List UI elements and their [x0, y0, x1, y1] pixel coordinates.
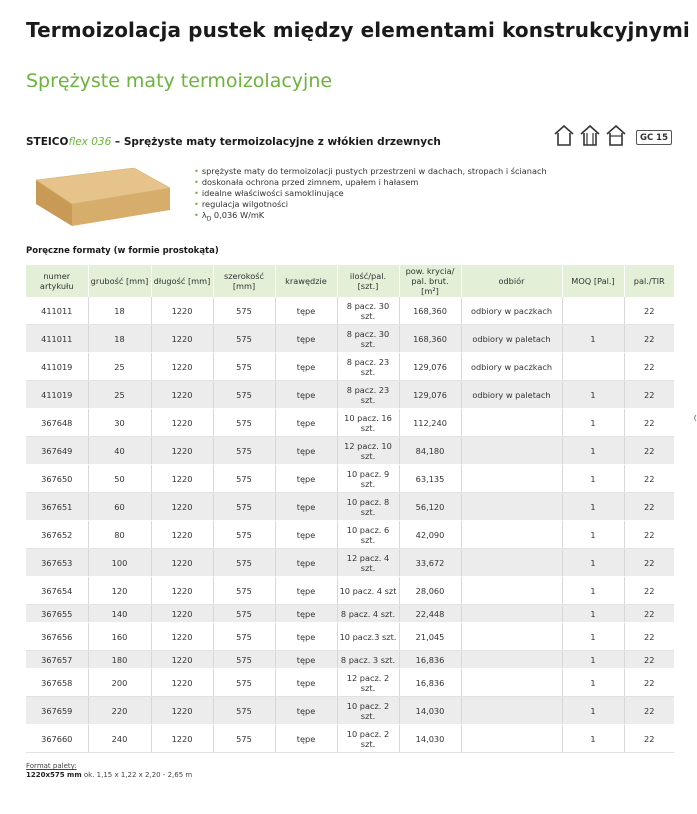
cell-moq: 1	[562, 493, 624, 521]
table-row	[26, 623, 674, 651]
page-edge-mark	[692, 414, 697, 422]
cell-length: 1220	[151, 437, 213, 465]
cell-length: 1220	[151, 725, 213, 753]
cell-thickness: 240	[88, 725, 151, 753]
cell-area: 42,090	[399, 521, 461, 549]
cell-tir: 22	[624, 297, 674, 325]
cell-article: 367648	[26, 409, 88, 437]
cell-qty: 8 pacz. 23 szt.	[337, 381, 399, 409]
cell-width: 575	[213, 297, 275, 325]
cell-width: 575	[213, 605, 275, 623]
cell-thickness: 50	[88, 465, 151, 493]
cell-article: 367656	[26, 623, 88, 651]
cell-thickness: 100	[88, 549, 151, 577]
cell-area: 21,045	[399, 623, 461, 651]
cell-moq: 1	[562, 669, 624, 697]
col-header-article: numer artykułu	[26, 265, 88, 297]
table-row	[26, 605, 674, 623]
col-header-width: szerokość [mm]	[213, 265, 275, 297]
cell-pickup: odbiory w paletach	[461, 325, 562, 353]
application-icons	[554, 124, 626, 146]
cell-width: 575	[213, 577, 275, 605]
cell-pickup	[461, 651, 562, 669]
cell-tir: 22	[624, 623, 674, 651]
col-header-pickup: odbiór	[461, 265, 562, 297]
cell-article: 411019	[26, 353, 88, 381]
cell-thickness: 140	[88, 605, 151, 623]
cell-moq: 1	[562, 577, 624, 605]
cell-moq: 1	[562, 437, 624, 465]
cell-edges: tępe	[275, 381, 337, 409]
cell-edges: tępe	[275, 623, 337, 651]
cell-moq: 1	[562, 725, 624, 753]
cell-qty: 10 pacz. 2 szt.	[337, 725, 399, 753]
cell-edges: tępe	[275, 651, 337, 669]
cell-pickup	[461, 465, 562, 493]
cell-area: 168,360	[399, 297, 461, 325]
cell-length: 1220	[151, 409, 213, 437]
cell-width: 575	[213, 437, 275, 465]
table-body	[26, 297, 674, 753]
cell-width: 575	[213, 669, 275, 697]
feature-item: • sprężyste maty do termoizolacji pustych przestrzeni w dachach, stropach i ścianach	[194, 166, 547, 177]
cell-tir: 22	[624, 381, 674, 409]
cell-moq	[562, 353, 624, 381]
cell-article: 411011	[26, 297, 88, 325]
insulation-mat-image	[30, 160, 174, 232]
cell-qty: 8 pacz. 30 szt.	[337, 325, 399, 353]
cell-width: 575	[213, 623, 275, 651]
cell-pickup	[461, 409, 562, 437]
cell-thickness: 180	[88, 651, 151, 669]
cell-length: 1220	[151, 577, 213, 605]
table-row	[26, 381, 674, 409]
cell-moq: 1	[562, 381, 624, 409]
cell-qty: 8 pacz. 3 szt.	[337, 651, 399, 669]
cell-thickness: 18	[88, 297, 151, 325]
footnote-size: 1220x575 mm	[26, 771, 82, 779]
cell-edges: tępe	[275, 549, 337, 577]
cell-length: 1220	[151, 669, 213, 697]
cell-qty: 10 pacz. 16 szt.	[337, 409, 399, 437]
cell-length: 1220	[151, 521, 213, 549]
table-row	[26, 577, 674, 605]
cell-thickness: 25	[88, 381, 151, 409]
cell-tir: 22	[624, 549, 674, 577]
product-brand: STEICO	[26, 136, 69, 148]
cell-moq	[562, 297, 624, 325]
cell-area: 33,672	[399, 549, 461, 577]
feature-item: • doskonała ochrona przed zimnem, upałem i hałasem	[194, 177, 547, 188]
table-row	[26, 725, 674, 753]
cell-article: 367657	[26, 651, 88, 669]
cell-edges: tępe	[275, 725, 337, 753]
cell-article: 367649	[26, 437, 88, 465]
formats-table	[26, 265, 674, 753]
section-label: Poręczne formaty (w formie prostokąta)	[26, 246, 219, 256]
feature-item: • regulacja wilgotności	[194, 199, 547, 210]
cell-pickup	[461, 577, 562, 605]
cell-width: 575	[213, 697, 275, 725]
cell-qty: 10 pacz. 4 szt	[337, 577, 399, 605]
feature-item: • idealne właściwości samoklinujące	[194, 188, 547, 199]
table-row	[26, 651, 674, 669]
cell-edges: tępe	[275, 577, 337, 605]
cell-thickness: 18	[88, 325, 151, 353]
cell-area: 84,180	[399, 437, 461, 465]
table-header-row	[26, 265, 674, 297]
footnote-line	[26, 771, 192, 780]
cell-area: 14,030	[399, 725, 461, 753]
wall-house-icon	[580, 124, 600, 146]
cell-article: 367655	[26, 605, 88, 623]
cell-length: 1220	[151, 623, 213, 651]
cell-tir: 22	[624, 409, 674, 437]
cell-area: 63,135	[399, 465, 461, 493]
cell-edges: tępe	[275, 605, 337, 623]
cell-thickness: 160	[88, 623, 151, 651]
col-header-qty: ilość/pal. [szt.]	[337, 265, 399, 297]
table-row	[26, 669, 674, 697]
cell-article: 411011	[26, 325, 88, 353]
cell-tir: 22	[624, 493, 674, 521]
cell-edges: tępe	[275, 353, 337, 381]
cell-area: 22,448	[399, 605, 461, 623]
cell-qty: 12 pacz. 4 szt.	[337, 549, 399, 577]
product-title	[26, 136, 441, 148]
cell-thickness: 80	[88, 521, 151, 549]
cell-pickup	[461, 521, 562, 549]
cell-qty: 10 pacz. 6 szt.	[337, 521, 399, 549]
cell-edges: tępe	[275, 521, 337, 549]
page-subheading: Sprężyste maty termoizolacyjne	[26, 70, 333, 92]
cell-thickness: 60	[88, 493, 151, 521]
cell-pickup: odbiory w paletach	[461, 381, 562, 409]
cell-moq: 1	[562, 549, 624, 577]
cell-area: 28,060	[399, 577, 461, 605]
cell-moq: 1	[562, 465, 624, 493]
footnote-detail: ok. 1,15 x 1,22 x 2,20 - 2,65 m	[81, 771, 193, 779]
cell-tir: 22	[624, 465, 674, 493]
col-header-length: długość [mm]	[151, 265, 213, 297]
product-title-rest: – Sprężyste maty termoizolacyjne z włókien drzewnych	[111, 136, 441, 148]
col-header-area: pow. krycia/ pal. brut. [m²]	[399, 265, 461, 297]
table-row	[26, 493, 674, 521]
cell-pickup	[461, 493, 562, 521]
cell-tir: 22	[624, 669, 674, 697]
cell-area: 16,836	[399, 669, 461, 697]
cell-pickup	[461, 669, 562, 697]
cell-tir: 22	[624, 605, 674, 623]
cell-pickup	[461, 623, 562, 651]
cell-tir: 22	[624, 725, 674, 753]
cell-area: 16,836	[399, 651, 461, 669]
cell-area: 129,076	[399, 353, 461, 381]
cell-moq: 1	[562, 521, 624, 549]
cell-edges: tępe	[275, 493, 337, 521]
cell-qty: 10 pacz. 2 szt.	[337, 697, 399, 725]
cell-width: 575	[213, 725, 275, 753]
cell-pickup	[461, 725, 562, 753]
table-row	[26, 521, 674, 549]
cell-article: 411019	[26, 381, 88, 409]
product-features	[194, 166, 547, 225]
cell-qty: 8 pacz. 4 szt.	[337, 605, 399, 623]
cell-area: 168,360	[399, 325, 461, 353]
cell-tir: 22	[624, 437, 674, 465]
cell-length: 1220	[151, 297, 213, 325]
cell-moq: 1	[562, 409, 624, 437]
col-header-edges: krawędzie	[275, 265, 337, 297]
gc-badge: GC 15	[636, 130, 672, 145]
cell-pickup: odbiory w paczkach	[461, 297, 562, 325]
cell-pickup	[461, 549, 562, 577]
lambda-symbol: λ	[201, 210, 207, 220]
table-row	[26, 437, 674, 465]
cell-edges: tępe	[275, 437, 337, 465]
cell-width: 575	[213, 493, 275, 521]
cell-thickness: 40	[88, 437, 151, 465]
cell-article: 367651	[26, 493, 88, 521]
cell-width: 575	[213, 353, 275, 381]
page-heading: Termoizolacja pustek między elementami konstrukcyjnymi	[26, 18, 690, 42]
cell-article: 367658	[26, 669, 88, 697]
lambda-value: 0,036 W/mK	[211, 210, 265, 220]
cell-article: 367654	[26, 577, 88, 605]
cell-thickness: 25	[88, 353, 151, 381]
table-row	[26, 697, 674, 725]
cell-qty: 10 pacz.3 szt.	[337, 623, 399, 651]
cell-thickness: 30	[88, 409, 151, 437]
cell-length: 1220	[151, 381, 213, 409]
cell-qty: 8 pacz. 23 szt.	[337, 353, 399, 381]
cell-length: 1220	[151, 549, 213, 577]
cell-qty: 10 pacz. 9 szt.	[337, 465, 399, 493]
cell-qty: 12 pacz. 2 szt.	[337, 669, 399, 697]
cell-article: 367659	[26, 697, 88, 725]
cell-pickup	[461, 437, 562, 465]
feature-item-lambda	[194, 210, 547, 225]
cell-qty: 12 pacz. 10 szt.	[337, 437, 399, 465]
cell-area: 112,240	[399, 409, 461, 437]
pitched-roof-house-icon	[554, 124, 574, 146]
cell-length: 1220	[151, 651, 213, 669]
cell-width: 575	[213, 325, 275, 353]
cell-moq: 1	[562, 605, 624, 623]
pallet-footnote	[26, 762, 192, 780]
cell-edges: tępe	[275, 297, 337, 325]
cell-article: 367653	[26, 549, 88, 577]
cell-thickness: 200	[88, 669, 151, 697]
cell-pickup	[461, 605, 562, 623]
cell-pickup	[461, 697, 562, 725]
cell-edges: tępe	[275, 465, 337, 493]
cell-article: 367650	[26, 465, 88, 493]
cell-width: 575	[213, 381, 275, 409]
col-header-tir: pal./TIR	[624, 265, 674, 297]
cell-thickness: 220	[88, 697, 151, 725]
table-row	[26, 465, 674, 493]
cell-length: 1220	[151, 493, 213, 521]
cell-area: 56,120	[399, 493, 461, 521]
cell-edges: tępe	[275, 409, 337, 437]
cell-moq: 1	[562, 623, 624, 651]
table-row	[26, 409, 674, 437]
cell-pickup: odbiory w paczkach	[461, 353, 562, 381]
cell-length: 1220	[151, 465, 213, 493]
footnote-label: Format palety:	[26, 762, 77, 770]
cell-moq: 1	[562, 651, 624, 669]
cell-tir: 22	[624, 353, 674, 381]
cell-qty: 10 pacz. 8 szt.	[337, 493, 399, 521]
cell-length: 1220	[151, 325, 213, 353]
table-row	[26, 297, 674, 325]
cell-tir: 22	[624, 651, 674, 669]
cell-area: 129,076	[399, 381, 461, 409]
cell-length: 1220	[151, 697, 213, 725]
col-header-moq: MOQ [Pal.]	[562, 265, 624, 297]
cell-area: 14,030	[399, 697, 461, 725]
cell-article: 367660	[26, 725, 88, 753]
cell-edges: tępe	[275, 325, 337, 353]
cell-width: 575	[213, 465, 275, 493]
cell-moq: 1	[562, 697, 624, 725]
cell-thickness: 120	[88, 577, 151, 605]
table-row	[26, 549, 674, 577]
cell-tir: 22	[624, 521, 674, 549]
table-row	[26, 325, 674, 353]
cell-length: 1220	[151, 605, 213, 623]
table-row	[26, 353, 674, 381]
cell-width: 575	[213, 521, 275, 549]
floor-house-icon	[606, 124, 626, 146]
cell-width: 575	[213, 651, 275, 669]
product-brand-flex: flex 036	[68, 136, 112, 148]
col-header-thickness: grubość [mm]	[88, 265, 151, 297]
cell-width: 575	[213, 409, 275, 437]
cell-edges: tępe	[275, 697, 337, 725]
cell-length: 1220	[151, 353, 213, 381]
cell-width: 575	[213, 549, 275, 577]
cell-edges: tępe	[275, 669, 337, 697]
cell-article: 367652	[26, 521, 88, 549]
cell-moq: 1	[562, 325, 624, 353]
lambda-subscript: D	[206, 215, 212, 223]
cell-qty: 8 pacz. 30 szt.	[337, 297, 399, 325]
cell-tir: 22	[624, 577, 674, 605]
cell-tir: 22	[624, 697, 674, 725]
cell-tir: 22	[624, 325, 674, 353]
